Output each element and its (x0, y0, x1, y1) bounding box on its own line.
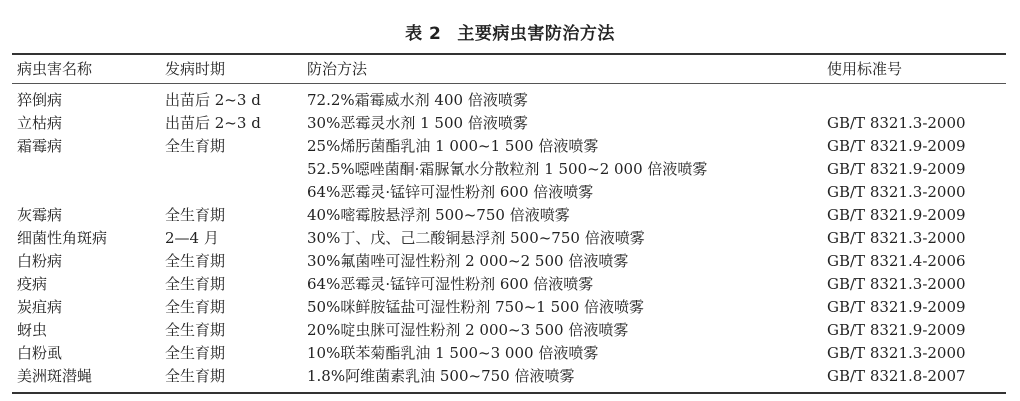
cell-onset-period: 全生育期 (165, 252, 226, 270)
cell-onset-period: 全生育期 (165, 344, 226, 362)
cell-standard-number: GB/T 8321.9-2009 (827, 206, 966, 224)
table-row (12, 227, 1006, 250)
table-number: 表 2 (405, 24, 442, 44)
table-title: 主要病虫害防治方法 (457, 24, 615, 44)
table-row (12, 158, 1006, 181)
table-row (12, 135, 1006, 158)
table-row (12, 204, 1006, 227)
cell-control-method: 50%咪鲜胺锰盐可湿性粉剂 750~1 500 倍液喷雾 (307, 298, 645, 316)
cell-standard-number: GB/T 8321.8-2007 (827, 367, 966, 385)
header-standard-number: 使用标准号 (827, 60, 903, 78)
cell-control-method: 64%恶霉灵·锰锌可湿性粉剂 600 倍液喷雾 (307, 275, 594, 293)
cell-control-method: 52.5%噁唑菌酮·霜脲氰水分散粒剂 1 500~2 000 倍液喷雾 (307, 160, 708, 178)
cell-control-method: 1.8%阿维菌素乳油 500~750 倍液喷雾 (307, 367, 575, 385)
cell-control-method: 25%烯肟菌酯乳油 1 000~1 500 倍液喷雾 (307, 137, 599, 155)
table-header-row (12, 55, 1006, 83)
cell-pest-name: 灰霉病 (17, 206, 63, 224)
cell-pest-name: 炭疽病 (17, 298, 63, 316)
cell-pest-name: 美洲斑潜蝇 (17, 367, 93, 385)
cell-control-method: 40%嘧霉胺悬浮剂 500~750 倍液喷雾 (307, 206, 570, 224)
cell-standard-number: GB/T 8321.3-2000 (827, 275, 966, 293)
header-pest-name: 病虫害名称 (17, 60, 93, 78)
cell-control-method: 20%啶虫脒可湿性粉剂 2 000~3 500 倍液喷雾 (307, 321, 629, 339)
cell-onset-period: 全生育期 (165, 137, 226, 155)
table-row (12, 319, 1006, 342)
header-control-method: 防治方法 (307, 60, 368, 78)
cell-onset-period: 出苗后 2~3 d (165, 91, 261, 109)
cell-pest-name: 白粉虱 (17, 344, 63, 362)
cell-onset-period: 2—4 月 (165, 229, 219, 247)
cell-pest-name: 霜霉病 (17, 137, 63, 155)
cell-pest-name: 猝倒病 (17, 91, 63, 109)
table-row (12, 273, 1006, 296)
cell-standard-number: GB/T 8321.4-2006 (827, 252, 966, 270)
cell-onset-period: 全生育期 (165, 298, 226, 316)
cell-standard-number: GB/T 8321.9-2009 (827, 321, 966, 339)
table-row (12, 181, 1006, 204)
table-row (12, 250, 1006, 273)
cell-pest-name: 立枯病 (17, 114, 63, 132)
cell-standard-number: GB/T 8321.9-2009 (827, 298, 966, 316)
cell-onset-period: 全生育期 (165, 367, 226, 385)
cell-control-method: 64%恶霉灵·锰锌可湿性粉剂 600 倍液喷雾 (307, 183, 594, 201)
cell-control-method: 30%丁、戊、己二酸铜悬浮剂 500~750 倍液喷雾 (307, 229, 645, 247)
header-onset-period: 发病时期 (165, 60, 226, 78)
table-row (12, 365, 1006, 388)
cell-standard-number: GB/T 8321.3-2000 (827, 114, 966, 132)
cell-control-method: 30%恶霉灵水剂 1 500 倍液喷雾 (307, 114, 528, 132)
cell-standard-number: GB/T 8321.9-2009 (827, 160, 966, 178)
table-bottom-rule (12, 392, 1006, 394)
pest-control-table (12, 53, 1006, 394)
table-row (12, 112, 1006, 135)
cell-pest-name: 蚜虫 (17, 321, 48, 339)
table-row (12, 342, 1006, 365)
cell-control-method: 72.2%霜霉威水剂 400 倍液喷雾 (307, 91, 528, 109)
table-body (12, 84, 1006, 392)
cell-pest-name: 疫病 (17, 275, 48, 293)
table-row (12, 296, 1006, 319)
cell-pest-name: 细菌性角斑病 (17, 229, 108, 247)
table-row (12, 89, 1006, 112)
cell-standard-number: GB/T 8321.3-2000 (827, 229, 966, 247)
cell-control-method: 10%联苯菊酯乳油 1 500~3 000 倍液喷雾 (307, 344, 599, 362)
cell-pest-name: 白粉病 (17, 252, 63, 270)
cell-standard-number: GB/T 8321.3-2000 (827, 344, 966, 362)
cell-standard-number: GB/T 8321.9-2009 (827, 137, 966, 155)
cell-standard-number: GB/T 8321.3-2000 (827, 183, 966, 201)
cell-control-method: 30%氟菌唑可湿性粉剂 2 000~2 500 倍液喷雾 (307, 252, 629, 270)
cell-onset-period: 全生育期 (165, 321, 226, 339)
cell-onset-period: 全生育期 (165, 275, 226, 293)
cell-onset-period: 全生育期 (165, 206, 226, 224)
cell-onset-period: 出苗后 2~3 d (165, 114, 261, 132)
table-caption (0, 22, 1020, 46)
